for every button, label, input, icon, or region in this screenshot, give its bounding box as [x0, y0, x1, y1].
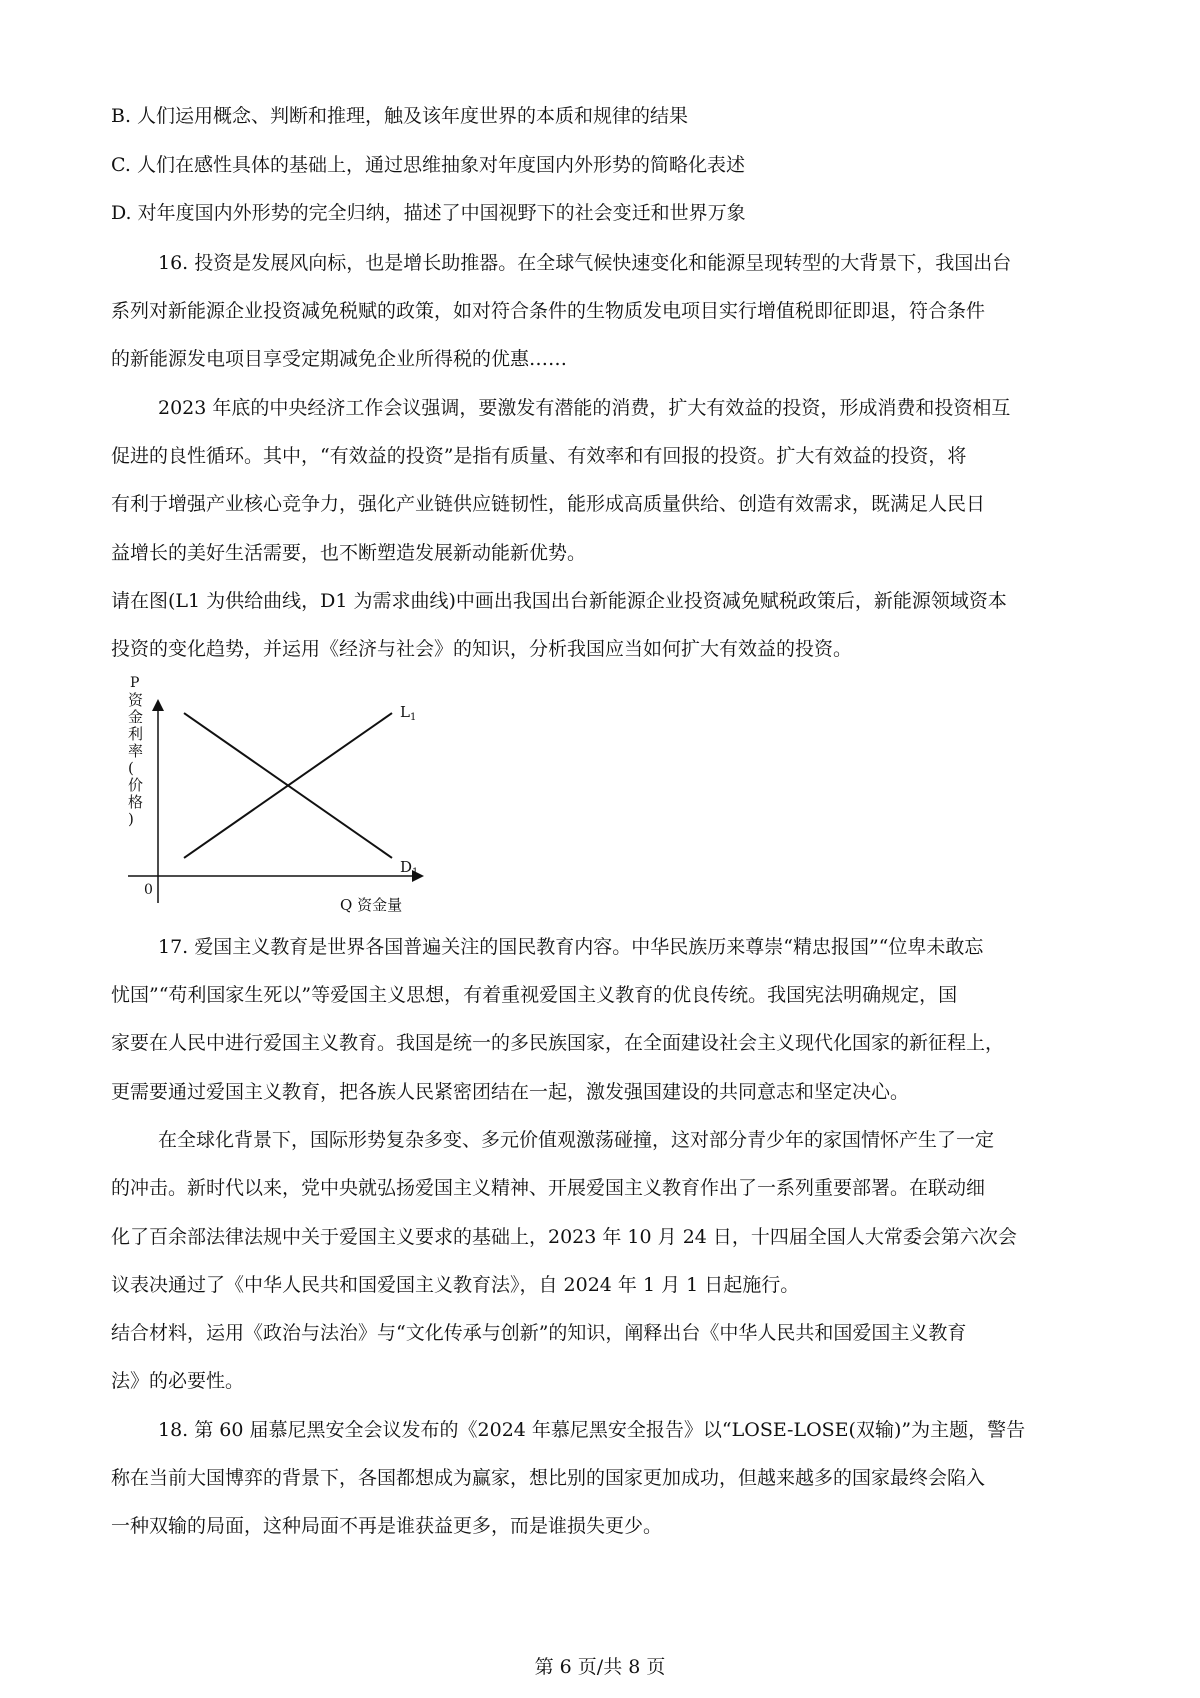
q17-line: 化了百余部法律法规中关于爱国主义要求的基础上，2023 年 10 月 24 日，十四届全国人大常委会第六次会 — [111, 1226, 1017, 1248]
q17-line: 家要在人民中进行爱国主义教育。我国是统一的多民族国家，在全面建设社会主义现代化国家的新征程上， — [111, 1032, 1005, 1054]
q17-ask: 结合材料，运用《政治与法治》与“文化传承与创新”的知识，阐释出台《中华人民共和国爱国主义教育 — [111, 1322, 967, 1344]
q18-line: 18. 第 60 届慕尼黑安全会议发布的《2024 年慕尼黑安全报告》以“LOSE-LOSE(双输)”为主题，警告 — [158, 1419, 1026, 1441]
q18-line: 称在当前大国博弈的背景下，各国都想成为赢家，想比别的国家更加成功，但越来越多的国家最终会陷入 — [111, 1467, 986, 1489]
q16-line: 的新能源发电项目享受定期减免企业所得税的优惠…… — [111, 348, 568, 370]
y-axis-label-char: ) — [128, 810, 134, 828]
series-label-l1: $L_1$ — [400, 703, 417, 724]
y-axis-label-char: 利 — [128, 725, 144, 743]
q17-line: 的冲击。新时代以来，党中央就弘扬爱国主义精神、开展爱国主义教育作出了一系列重要部署。在联动细 — [111, 1177, 986, 1199]
page-number: 第 6 页/共 8 页 — [534, 1656, 666, 1678]
q16-line: 16. 投资是发展风向标，也是增长助推器。在全球气候快速变化和能源呈现转型的大背景下，我国出台 — [158, 252, 1012, 274]
q17-line: 更需要通过爱国主义教育，把各族人民紧密团结在一起，激发强国建设的共同意志和坚定决心。 — [111, 1081, 910, 1103]
y-axis-label-char: 价 — [128, 776, 144, 794]
y-axis-label-char: 金 — [128, 708, 144, 726]
option-d: D. 对年度国内外形势的完全归纳，描述了中国视野下的社会变迁和世界万象 — [111, 202, 746, 224]
q17-line: 在全球化背景下，国际形势复杂多变、多元价值观激荡碰撞，这对部分青少年的家国情怀产生了一定 — [158, 1129, 995, 1151]
y-axis-label-char: 资 — [128, 691, 144, 709]
q16-ask: 投资的变化趋势，并运用《经济与社会》的知识，分析我国应当如何扩大有效益的投资。 — [111, 638, 853, 660]
origin-label: 0 — [144, 882, 153, 898]
q16-line: 2023 年底的中央经济工作会议强调，要激发有潜能的消费，扩大有效益的投资，形成消费和投资相互 — [158, 397, 1011, 419]
y-axis-symbol: P — [130, 675, 140, 691]
q16-ask: 请在图(L1 为供给曲线，D1 为需求曲线)中画出我国出台新能源企业投资减免赋税政策后，新能源领域资本 — [111, 590, 1007, 612]
option-c: C. 人们在感性具体的基础上，通过思维抽象对年度国内外形势的简略化表述 — [111, 154, 745, 176]
q17-line: 忧国”“苟利国家生死以”等爱国主义思想，有着重视爱国主义教育的优良传统。我国宪法明确规定，国 — [111, 984, 958, 1006]
q16-line: 有利于增强产业核心竞争力，强化产业链供应链韧性，能形成高质量供给、创造有效需求，既满足人民日 — [111, 493, 986, 515]
q17-line: 17. 爱国主义教育是世界各国普遍关注的国民教育内容。中华民族历来尊崇“精忠报国”“位卑未敢忘 — [158, 936, 984, 958]
option-b: B. 人们运用概念、判断和推理，触及该年度世界的本质和规律的结果 — [111, 105, 689, 127]
y-axis-label-char: 率 — [128, 742, 144, 760]
q16-line: 益增长的美好生活需要，也不断塑造发展新动能新优势。 — [111, 542, 587, 564]
q17-line: 议表决通过了《中华人民共和国爱国主义教育法》，自 2024 年 1 月 1 日起施行。 — [111, 1274, 800, 1296]
supply-demand-chart — [118, 675, 438, 915]
x-axis-label: Q 资金量 — [340, 896, 403, 914]
q17-ask: 法》的必要性。 — [111, 1370, 245, 1392]
y-axis-label-char: ( — [128, 759, 134, 777]
q18-line: 一种双输的局面，这种局面不再是谁获益更多，而是谁损失更少。 — [111, 1515, 663, 1537]
q16-line: 系列对新能源企业投资减免税赋的政策，如对符合条件的生物质发电项目实行增值税即征即退，符合条件 — [111, 300, 986, 322]
y-axis-label-char: 格 — [128, 793, 144, 811]
y-axis-label — [128, 691, 144, 828]
q16-line: 促进的良性循环。其中，“有效益的投资”是指有质量、有效率和有回报的投资。扩大有效益的投资，将 — [111, 445, 967, 467]
series-label-d1: $D_1$ — [400, 857, 419, 878]
